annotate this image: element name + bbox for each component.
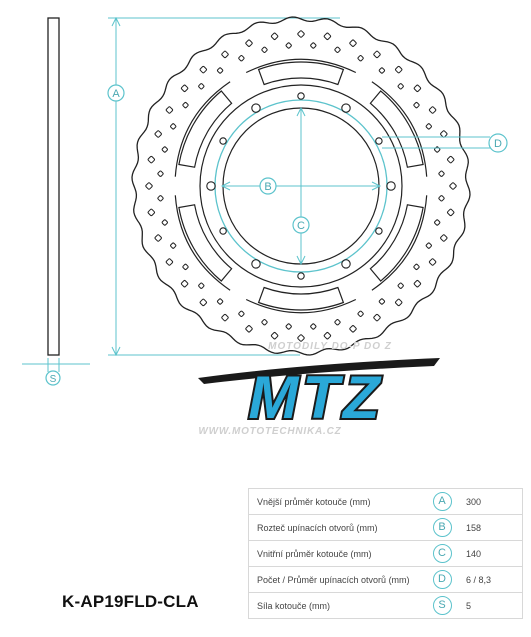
mounting-hole [220, 228, 226, 234]
mounting-hole [376, 228, 382, 234]
mounting-hole [252, 260, 260, 268]
drill-hole [379, 67, 385, 73]
drill-hole [166, 106, 173, 113]
drill-hole [170, 123, 176, 129]
drill-hole [426, 242, 432, 248]
drill-hole [181, 280, 188, 287]
spec-letter-badge: S [433, 596, 452, 615]
label-b: B [264, 181, 272, 193]
label-d: D [494, 138, 502, 150]
disc-slot [259, 62, 344, 84]
drill-hole [414, 85, 421, 92]
drill-hole [357, 311, 363, 317]
drill-hole [310, 42, 316, 48]
mounting-hole [387, 182, 395, 190]
drill-hole [395, 66, 402, 73]
drill-hole [286, 42, 292, 48]
drill-hole [200, 299, 207, 306]
drill-hole [238, 311, 244, 317]
drill-hole [261, 319, 267, 325]
spec-row [249, 541, 523, 567]
drill-hole [373, 314, 380, 321]
drill-hole [286, 323, 292, 329]
drill-hole [429, 258, 436, 265]
drill-hole [221, 51, 228, 58]
drill-hole [447, 209, 454, 216]
disc-slot [259, 288, 344, 310]
drill-hole [379, 298, 385, 304]
drill-hole [245, 40, 252, 47]
spec-letter-badge: C [433, 544, 452, 563]
logo-top-line: MOTODILY DO-P DO Z [268, 341, 392, 352]
drill-hole [198, 83, 204, 89]
label-s: S [49, 374, 57, 385]
drill-hole [170, 242, 176, 248]
drill-hole [429, 106, 436, 113]
spec-label: Síla kotouče (mm) [249, 593, 425, 619]
drill-hole [148, 209, 155, 216]
drill-hole [162, 219, 168, 225]
drill-hole [271, 33, 278, 40]
drill-hole [438, 171, 444, 177]
drill-hole [217, 298, 223, 304]
drill-hole [440, 234, 447, 241]
drill-hole [182, 102, 188, 108]
drill-hole [447, 156, 454, 163]
mounting-hole [252, 104, 260, 112]
label-a: A [112, 88, 120, 100]
drill-hole [434, 146, 440, 152]
mounting-hole [207, 182, 215, 190]
drill-hole [395, 299, 402, 306]
drill-hole [414, 280, 421, 287]
drill-hole [413, 102, 419, 108]
spec-label: Vnější průměr kotouče (mm) [249, 489, 425, 515]
spec-row [249, 515, 523, 541]
spec-value: 158 [460, 515, 523, 541]
label-c: C [297, 220, 305, 232]
spec-value: 6 / 8,3 [460, 567, 523, 593]
mounting-hole [342, 260, 350, 268]
drill-hole [434, 219, 440, 225]
drill-hole [324, 332, 331, 339]
mounting-hole [342, 104, 350, 112]
drill-hole [217, 67, 223, 73]
drill-hole [398, 283, 404, 289]
spec-label: Vnitřní průměr kotouče (mm) [249, 541, 425, 567]
spec-row [249, 489, 523, 515]
spec-label: Rozteč upínacích otvorů (mm) [249, 515, 425, 541]
spec-table [248, 488, 523, 619]
drill-hole [324, 33, 331, 40]
drill-hole [334, 319, 340, 325]
mounting-hole [376, 138, 382, 144]
drill-hole [398, 83, 404, 89]
drill-hole [297, 30, 304, 37]
drill-hole [373, 51, 380, 58]
spec-letter-badge: A [433, 492, 452, 511]
spec-label: Počet / Průměr upínacích otvorů (mm) [249, 567, 425, 593]
drill-hole [166, 258, 173, 265]
drill-hole [162, 146, 168, 152]
drill-hole [148, 156, 155, 163]
drill-hole [426, 123, 432, 129]
mounting-hole [220, 138, 226, 144]
drill-hole [157, 171, 163, 177]
drill-hole [334, 47, 340, 53]
drill-hole [349, 40, 356, 47]
drill-hole [221, 314, 228, 321]
spec-letter-badge: B [433, 518, 452, 537]
drill-hole [155, 130, 162, 137]
drill-hole [310, 323, 316, 329]
spec-value: 140 [460, 541, 523, 567]
drill-hole [198, 283, 204, 289]
drill-hole [349, 325, 356, 332]
drill-hole [200, 66, 207, 73]
spec-row [249, 567, 523, 593]
spec-value: 300 [460, 489, 523, 515]
drill-hole [271, 332, 278, 339]
part-code: K-AP19FLD-CLA [62, 592, 199, 611]
drill-hole [261, 47, 267, 53]
drill-hole [245, 325, 252, 332]
dimension-s [22, 358, 90, 372]
spec-row [249, 593, 523, 619]
drill-hole [449, 182, 456, 189]
spec-letter-badge: D [433, 570, 452, 589]
spec-value: 5 [460, 593, 523, 619]
drill-hole [157, 195, 163, 201]
mounting-hole [298, 93, 304, 99]
drill-hole [413, 264, 419, 270]
drill-hole [181, 85, 188, 92]
logo-text: MTZ [248, 364, 384, 431]
logo-url: WWW.MOTOTECHNIKA.CZ [198, 426, 342, 437]
drill-hole [357, 55, 363, 61]
drill-hole [155, 234, 162, 241]
mounting-hole [298, 273, 304, 279]
drill-hole [238, 55, 244, 61]
drill-hole [145, 182, 152, 189]
drill-hole [182, 264, 188, 270]
drill-hole [438, 195, 444, 201]
disc-side-profile [48, 18, 59, 355]
